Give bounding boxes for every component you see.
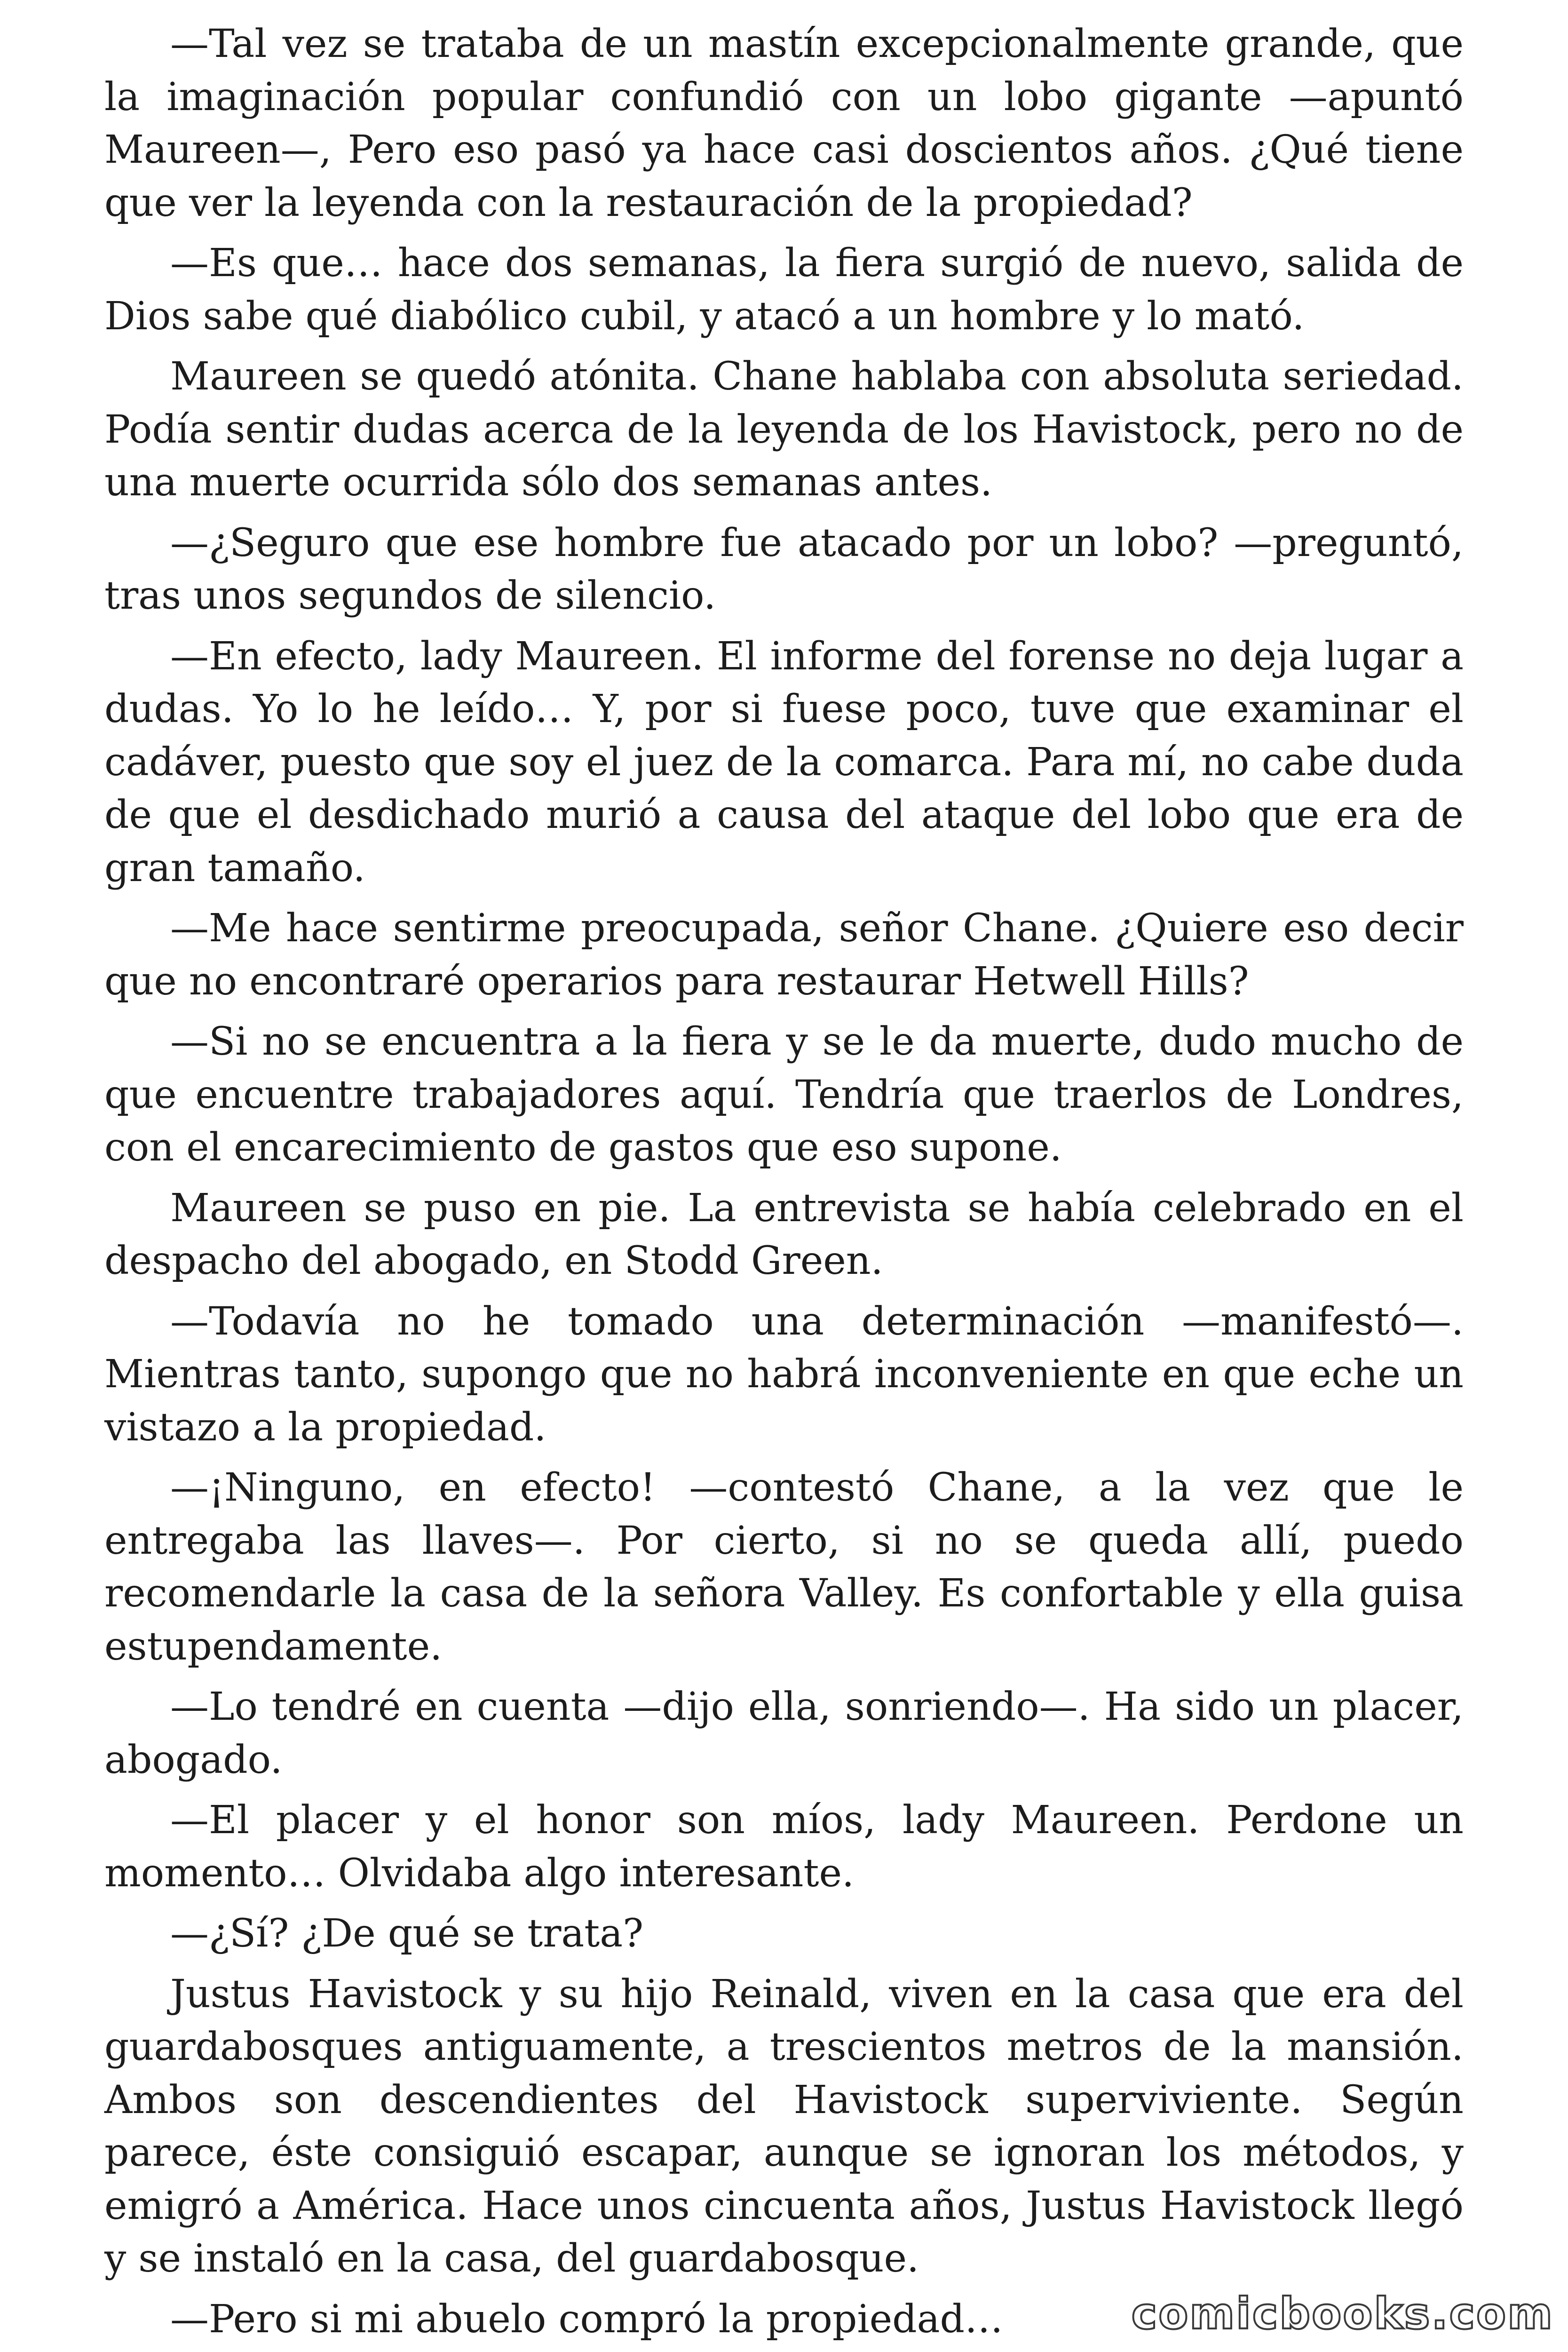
paragraph-3: Maureen se quedó atónita. Chane hablaba con absoluta seriedad. Podía sentir dudas acerca de la leyenda de los Havistock, pero no de una muerte ocurrida sólo dos semanas antes. xyxy=(104,354,1464,505)
paragraph-7: —Si no se encuentra a la fiera y se le da muerte, dudo mucho de que encuentre trabajadores aquí. Tendría que traerlos de Londres, con el encarecimiento de gastos que eso supone. xyxy=(104,1019,1464,1170)
paragraph-4: —¿Seguro que ese hombre fue atacado por un lobo? —preguntó, tras unos segundos de silencio. xyxy=(104,520,1464,618)
paragraph-9: —Todavía no he tomado una determinación —manifestó—. Mientras tanto, supongo que no habrá inconveniente en que eche un vistazo a la propiedad. xyxy=(104,1299,1464,1450)
paragraph-6: —Me hace sentirme preocupada, señor Chane. ¿Quiere eso decir que no encontraré operarios para restaurar Hetwell Hills? xyxy=(104,906,1464,1004)
watermark: comicbooks.com xyxy=(1131,2288,1554,2339)
paragraph-15: —Pero si mi abuelo compró la propiedad… xyxy=(170,2296,1003,2342)
body-text xyxy=(104,18,1464,2352)
paragraph-1: —Tal vez se trataba de un mastín excepcionalmente grande, que la imaginación popular confundió con un lobo gigante —apuntó Maureen—, Pero eso pasó ya hace casi doscientos años. ¿Qué tiene que ver la leyenda con la restauración de la propiedad? xyxy=(104,22,1464,225)
paragraph-8: Maureen se puso en pie. La entrevista se había celebrado en el despacho del abogado, en Stodd Green. xyxy=(104,1185,1464,1283)
paragraph-5: —En efecto, lady Maureen. El informe del forense no deja lugar a dudas. Yo lo he leído… Y, por si fuese poco, tuve que examinar el cadáver, puesto que soy el juez de la comarca. Para mí, no cabe duda de que el desdichado murió a causa del ataque del lobo que era de gran tamaño. xyxy=(104,634,1464,890)
paragraph-10: —¡Ninguno, en efecto! —contestó Chane, a la vez que le entregaba las llaves—. Por cierto, si no se queda allí, puedo recomendarle la casa de la señora Valley. Es confortable y ella guisa estupendamente. xyxy=(104,1465,1464,1669)
paragraph-12: —El placer y el honor son míos, lady Maureen. Perdone un momento… Olvidaba algo interesante. xyxy=(104,1798,1464,1896)
paragraph-11: —Lo tendré en cuenta —dijo ella, sonriendo—. Ha sido un placer, abogado. xyxy=(104,1685,1464,1782)
paragraph-2: —Es que… hace dos semanas, la fiera surgió de nuevo, salida de Dios sabe qué diabólico cubil, y atacó a un hombre y lo mató. xyxy=(104,241,1464,339)
paragraph-14: Justus Havistock y su hijo Reinald, viven en la casa que era del guardabosques antiguamente, a trescientos metros de la mansión. Ambos son descendientes del Havistock superviviente. Según parece, éste consiguió escapar, aunque se ignoran los métodos, y emigró a América. Hace unos cincuenta años, Justus Havistock llegó y se instaló en la casa, del guardabosque. xyxy=(104,1971,1464,2281)
paragraph-13: —¿Sí? ¿De qué se trata? xyxy=(170,1911,644,1956)
